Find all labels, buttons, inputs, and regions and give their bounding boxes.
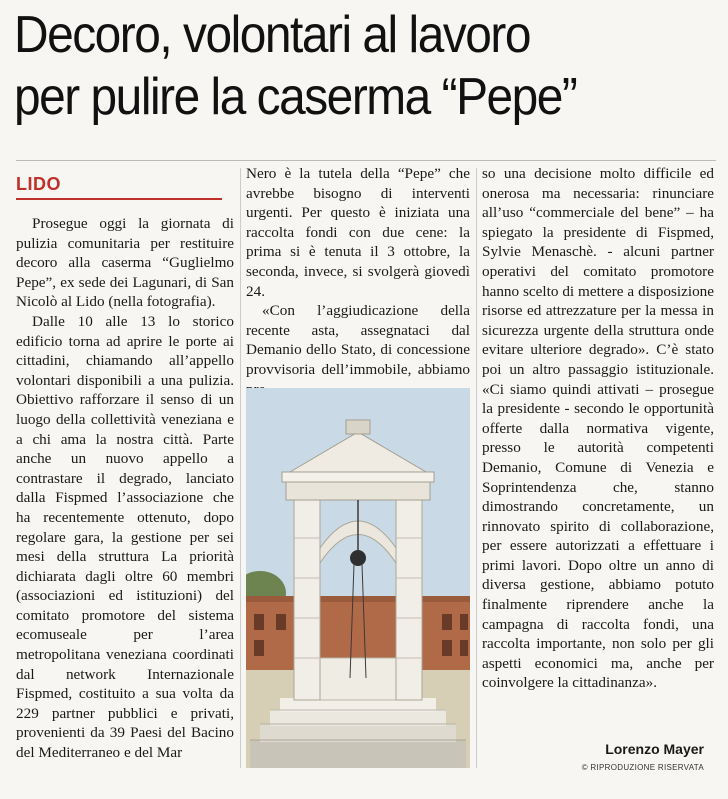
- header-rule: [16, 160, 716, 161]
- headline-line-1: Decoro, volontari al lavoro: [14, 6, 531, 64]
- well-illustration: [246, 388, 470, 768]
- col1-paragraph-2: Dalle 10 alle 13 lo storico edificio torna ad aprire le porte ai cittadini, chiamando all’appello volontari disponibili a una pulizia. Obiettivo rafforzare il senso di un luogo della collettività veneziana e a chi ama la nostra città. Parte anche un nuovo appello a contrastare il degrado, lanciato dalla Fispmed l’associazione che ha recentemente ottenuto, dopo regolare gara, la gestione per sei mesi della struttura La priorità dichiarata dagli oltre 60 membri (associazioni ed istituzioni) del comitato promotore del sistema ecomuseale per l’area metropolitana veneziana coordinati dal network Internazionale Fispmed, costituito a sua volta da 229 partner pubblici e privati, provenienti da 39 Paesi del Bacino del Mediterraneo e del Mar: [16, 312, 234, 762]
- author-byline: Lorenzo Mayer: [605, 741, 704, 757]
- column-2: [246, 164, 470, 399]
- col1-paragraph-1: Prosegue oggi la giornata di pulizia comunitaria per restituire decoro alla caserma “Guglielmo Pepe”, ex sede dei Lagunari, di San Nicolò al Lido (nella fotografia).: [16, 215, 234, 311]
- headline: [14, 4, 664, 128]
- section-rule: [16, 198, 222, 200]
- col2-paragraph-1: Nero è la tutela della “Pepe” che avrebbe bisogno di interventi urgenti. Per questo è iniziata una raccolta fondi con due cene: la prima si è tenuta il 3 ottobre, la seconda, invece, si svolgerà giovedì 24.: [246, 165, 470, 300]
- column-3: [482, 164, 714, 693]
- column-divider-2: [476, 168, 477, 768]
- copyright-notice: © RIPRODUZIONE RISERVATA: [581, 763, 704, 772]
- headline-line-2: per pulire la caserma “Pepe”: [14, 68, 577, 126]
- col2-paragraph-2: «Con l’aggiudicazione della recente asta, assegnataci dal Demanio dello Stato, di concessione provvisoria dell’immobile, abbiamo: [246, 302, 470, 378]
- column-divider-1: [240, 168, 241, 768]
- col3-paragraph-1: so una decisione molto difficile ed onerosa ma necessaria: rinunciare all’uso “commerciale del bene” – ha spiegato la presidente di Fispmed, Sylvie Menaschè. - alcuni partner operativi del comitato promotore hanno scelto di mettere a disposizione risorse ed attrezzature per la messa in sicurezza urgente della struttura onde evitare ulteriore degrado». C’è stato poi un altro passaggio istituzionale. «Ci siamo quindi attivati – prosegue la presidente - secondo le opportunità offerte dalla normativa vigente, presso le autorità competenti Demanio, Comune di Venezia e Soprintendenza che, stanno dimostrando concretamente, un rinnovato spirito di collaborazione, per essere autorizzati a effettuare i primi lavori. Dopo oltre un anno di diversa gestione, abbiamo potuto finalmente riprendere anche la campagna di raccolta fondi, una raccolta importante, non solo per gli aspetti economici ma, anche per coinvolgere la cittadinanza».: [482, 165, 714, 692]
- photo-well-courtyard: [246, 388, 470, 768]
- section-label: LIDO: [16, 174, 61, 194]
- column-1: [16, 214, 234, 763]
